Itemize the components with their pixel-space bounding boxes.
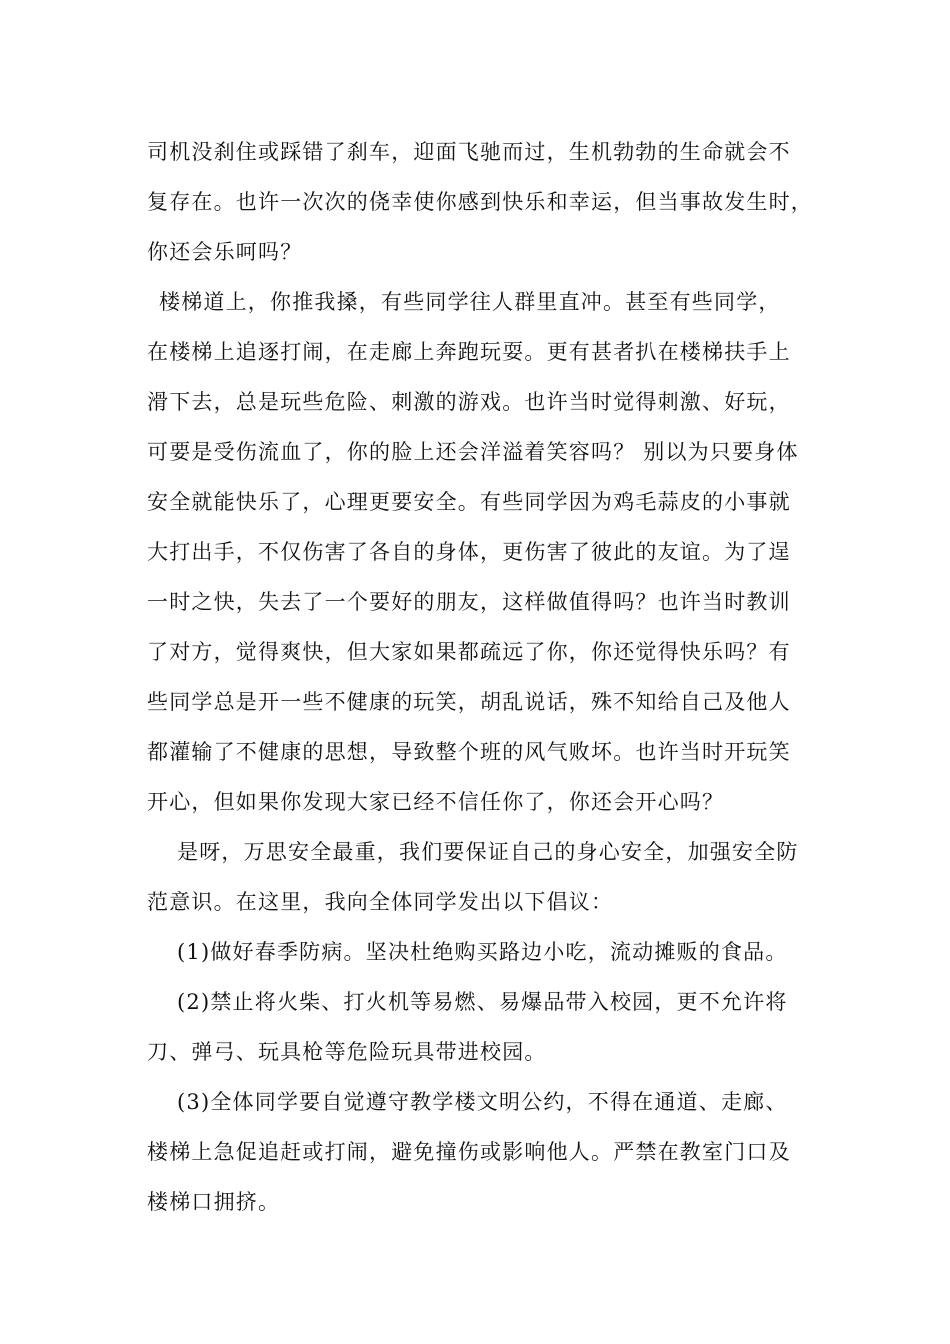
text-line: (2)禁止将火柴、打火机等易燃、易爆品带入校园，更不允许将 <box>177 990 788 1014</box>
text-line: 楼梯口拥挤。 <box>147 1190 281 1214</box>
text-line: 大打出手，不仅伤害了各自的身体，更伤害了彼此的友谊。为了逞 <box>147 540 791 564</box>
text-line: 你还会乐呵吗？ <box>147 240 303 264</box>
text-line: 刀、弹弓、玩具枪等危险玩具带进校园。 <box>147 1040 547 1064</box>
text-line: 在楼梯上追逐打闹，在走廊上奔跑玩耍。更有甚者扒在楼梯扶手上 <box>147 340 791 364</box>
text-line: 可要是受伤流血了，你的脸上还会洋溢着笑容吗？ 别以为只要身体 <box>147 440 799 464</box>
text-line: 复存在。也许一次次的侥幸使你感到快乐和幸运，但当事故发生时， <box>147 190 813 214</box>
text-line: 楼梯上急促追赶或打闹，避免撞伤或影响他人。严禁在教室门口及 <box>147 1140 791 1164</box>
text-line: 滑下去，总是玩些危险、刺激的游戏。也许当时觉得刺激、好玩， <box>147 390 791 414</box>
text-line: 司机没刹住或踩错了刹车，迎面飞驰而过，生机勃勃的生命就会不 <box>147 140 791 164</box>
text-line: 范意识。在这里，我向全体同学发出以下倡议： <box>147 890 614 914</box>
text-line: (1)做好春季防病。坚决杜绝购买路边小吃，流动摊贩的食品。 <box>177 940 788 964</box>
text-line: 一时之快，失去了一个要好的朋友，这样做值得吗？也许当时教训 <box>147 590 791 614</box>
text-line: 些同学总是开一些不健康的玩笑，胡乱说话，殊不知给自己及他人 <box>147 690 791 714</box>
text-line: 是呀，万思安全最重，我们要保证自己的身心安全，加强安全防 <box>177 840 799 864</box>
text-line: 楼梯道上，你推我搡，有些同学往人群里直冲。甚至有些同学， <box>159 290 781 314</box>
text-line: 都灌输了不健康的思想，导致整个班的风气败坏。也许当时开玩笑 <box>147 740 791 764</box>
text-line: 了对方，觉得爽快，但大家如果都疏远了你，你还觉得快乐吗？有 <box>147 640 791 664</box>
text-line: (3)全体同学要自觉遵守教学楼文明公约，不得在通道、走廊、 <box>177 1090 788 1114</box>
text-line: 安全就能快乐了，心理更要安全。有些同学因为鸡毛蒜皮的小事就 <box>147 490 791 514</box>
text-line: 开心，但如果你发现大家已经不信任你了，你还会开心吗？ <box>147 790 725 814</box>
